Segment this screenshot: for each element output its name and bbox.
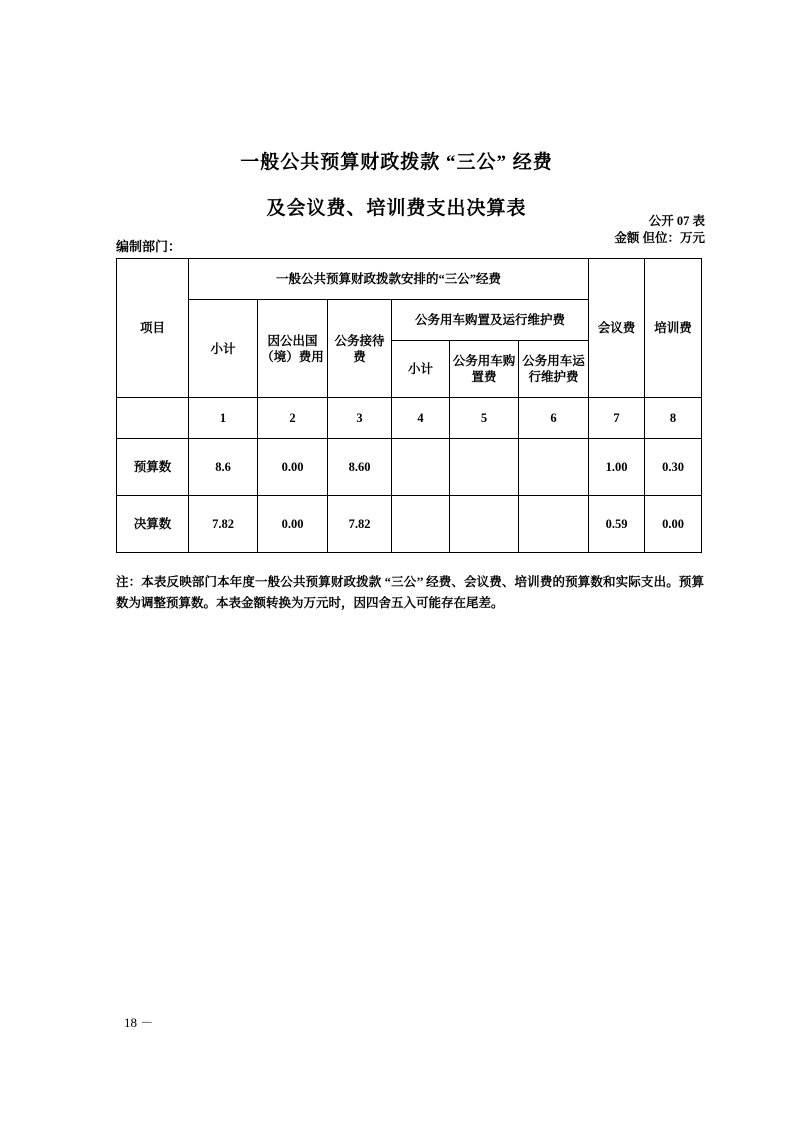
header-vehicle-purchase: 公务用车购置费 (450, 341, 519, 398)
cell-budget-meeting: 1.00 (589, 439, 645, 496)
table-note: 注：本表反映部门本年度一般公共预算财政拨款 “三公’’ 经费、会议费、培训费的预算数和实际支出。预算数为调整预算数。本表金额转换为万元时，因四舍五入可能存在尾差。 (116, 575, 704, 610)
cell-final-training: 0.00 (645, 496, 702, 553)
amount-unit: 金额 但位：万元 (614, 231, 705, 245)
page-number: 18 － (124, 1015, 154, 1030)
department-label: 编制部门： (116, 239, 182, 254)
cell-final-subtotal: 7.82 (189, 496, 258, 553)
cell-final-meeting: 0.59 (589, 496, 645, 553)
col-number-7: 7 (589, 398, 645, 439)
row-label-budget: 预算数 (117, 439, 189, 496)
form-meta (555, 213, 705, 247)
cell-budget-vehicle-maintain (519, 439, 589, 496)
header-vehicle-maintain: 公务用车运行维护费 (519, 341, 589, 398)
col-number-cell (117, 398, 189, 439)
header-meeting-fee: 会议费 (589, 259, 645, 398)
col-number-4: 4 (392, 398, 450, 439)
header-training-fee: 培训费 (645, 259, 702, 398)
cell-budget-abroad: 0.00 (258, 439, 328, 496)
header-vehicle-subtotal: 小计 (392, 341, 450, 398)
cell-budget-vehicle-subtotal (392, 439, 450, 496)
budget-table (116, 258, 702, 553)
header-vehicle-group: 公务用车购置及运行维护费 (392, 300, 589, 341)
header-sangong-group: 一般公共预算财政拨款安排的“三公”经费 (189, 259, 589, 300)
col-number-2: 2 (258, 398, 328, 439)
cell-final-reception: 7.82 (328, 496, 392, 553)
cell-budget-training: 0.30 (645, 439, 702, 496)
header-subtotal: 小计 (189, 300, 258, 398)
header-item: 项目 (117, 259, 189, 398)
header-abroad-fee: 因公出国（境）费用 (258, 300, 328, 398)
table-row-column-numbers (117, 398, 702, 439)
row-label-final: 决算数 (117, 496, 189, 553)
cell-budget-reception: 8.60 (328, 439, 392, 496)
header-reception-fee: 公务接待费 (328, 300, 392, 398)
col-number-8: 8 (645, 398, 702, 439)
col-number-6: 6 (519, 398, 589, 439)
col-number-1: 1 (189, 398, 258, 439)
table-row (117, 496, 702, 553)
cell-budget-vehicle-purchase (450, 439, 519, 496)
title-line-2: 及会议费、培训费支出决算表 (266, 198, 527, 219)
col-number-5: 5 (450, 398, 519, 439)
col-number-3: 3 (328, 398, 392, 439)
cell-budget-subtotal: 8.6 (189, 439, 258, 496)
cell-final-vehicle-purchase (450, 496, 519, 553)
cell-final-abroad: 0.00 (258, 496, 328, 553)
table-row (117, 259, 702, 300)
title-line-1: 一般公共预算财政拨款 “三公” 经费 (240, 152, 553, 173)
cell-final-vehicle-subtotal (392, 496, 450, 553)
table-row (117, 439, 702, 496)
form-code: 公开 07 表 (648, 214, 705, 228)
cell-final-vehicle-maintain (519, 496, 589, 553)
